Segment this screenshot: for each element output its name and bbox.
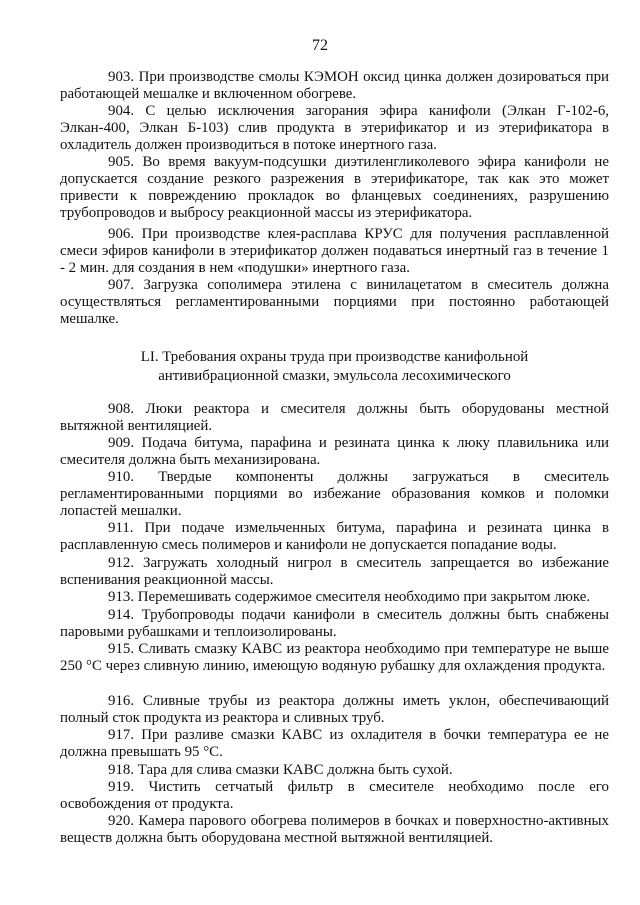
paragraph-909: 909. Подача битума, парафина и резината цинка к люку плавильника или смесителя должна быть механизирована. bbox=[60, 435, 609, 468]
paragraph-916: 916. Сливные трубы из реактора должны иметь уклон, обеспечивающий полный сток продукта из реактора и сливных труб. bbox=[60, 693, 609, 726]
paragraph-911: 911. При подаче измельченных битума, парафина и резината цинка в расплавленную смесь полимеров и канифоли не допускается попадание воды. bbox=[60, 520, 609, 553]
paragraph-904: 904. С целью исключения загорания эфира канифоли (Элкан Г-102-6, Элкан-400, Элкан Б-103) слив продукта в этерификатор и из этерификатора в охладитель должен производиться в потоке инертного газа. bbox=[60, 103, 609, 153]
paragraph-907: 907. Загрузка сополимера этилена с винилацетатом в смеситель должна осуществляться регламентированными порциями при постоянно работающей мешалке. bbox=[60, 277, 609, 327]
paragraph-906: 906. При производстве клея-расплава КРУС для получения расплавленной смеси эфиров канифоли в этерификатор должен подаваться инертный газ в течение 1 - 2 мин. для создания в нем «подушки» инертного газа. bbox=[60, 226, 609, 276]
paragraph-908: 908. Люки реактора и смесителя должны быть оборудованы местной вытяжной вентиляцией. bbox=[60, 401, 609, 434]
paragraph-920: 920. Камера парового обогрева полимеров в бочках и поверхностно-активных веществ должна быть оборудована местной вытяжной вентиляцией. bbox=[60, 813, 609, 846]
paragraph-912: 912. Загружать холодный нигрол в смеситель запрещается во избежание вспенивания реакционной массы. bbox=[60, 555, 609, 588]
page-number: 72 bbox=[312, 37, 328, 54]
paragraph-915: 915. Сливать смазку КАВС из реактора необходимо при температуре не выше 250 °С через сливную линию, имеющую водяную рубашку для охлаждения продукта. bbox=[60, 641, 609, 674]
section-heading-line-2: антивибрационной смазки, эмульсола лесохимического bbox=[158, 368, 511, 384]
paragraph-918: 918. Тара для слива смазки КАВС должна быть сухой. bbox=[108, 762, 453, 778]
paragraph-910: 910. Твердые компоненты должны загружаться в смеситель регламентированными порциями во избежание образования комков и поломки лопастей мешалки. bbox=[60, 469, 609, 519]
paragraph-903: 903. При производстве смолы КЭМОН оксид цинка должен дозироваться при работающей мешалке и включенном обогреве. bbox=[60, 69, 609, 102]
paragraph-919: 919. Чистить сетчатый фильтр в смесителе необходимо после его освобождения от продукта. bbox=[60, 779, 609, 812]
paragraph-917: 917. При разливе смазки КАВС из охладителя в бочки температура ее не должна превышать 95 °С. bbox=[60, 727, 609, 760]
section-heading-line-1: LI. Требования охраны труда при производстве канифольной bbox=[140, 349, 529, 365]
paragraph-914: 914. Трубопроводы подачи канифоли в смеситель должны быть снабжены паровыми рубашками и теплоизолированы. bbox=[60, 607, 609, 640]
paragraph-913: 913. Перемешивать содержимое смесителя необходимо при закрытом люке. bbox=[108, 589, 591, 605]
paragraph-905: 905. Во время вакуум-подсушки диэтиленгликолевого эфира канифоли не допускается создание резкого разрежения в этерификаторе, так как это может привести к повреждению прокладок во фланцевых соединениях, разрушению трубопроводов и выбросу реакционной массы из этерификатора. bbox=[60, 154, 609, 221]
section-heading bbox=[60, 348, 609, 386]
